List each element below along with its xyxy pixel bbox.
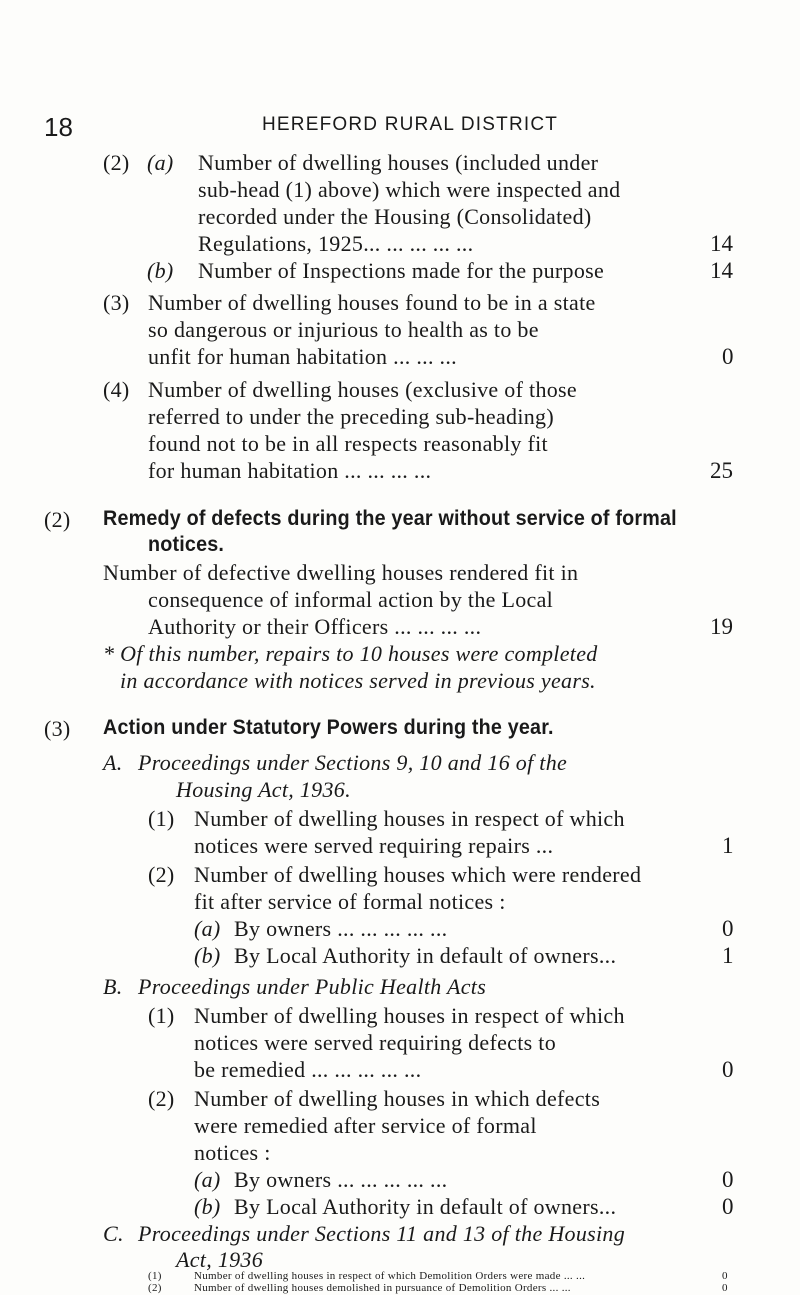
section-2-line-1: Number of defective dwelling houses rendered fit in [103, 560, 579, 585]
section-2-line-3: Authority or their Officers ... ... ... ... [148, 614, 482, 639]
subsection-c-marker: C. [103, 1221, 124, 1246]
subsection-c-title-line-2: Act, 1936 [176, 1247, 264, 1272]
item-3-value: 0 [722, 344, 734, 369]
section-3-number: (3) [44, 716, 71, 741]
running-head: HEREFORD RURAL DISTRICT [262, 114, 559, 135]
a-item-2-line-2: fit after service of formal notices : [194, 889, 506, 914]
b-item-2-number: (2) [148, 1086, 175, 1111]
subsection-b-title: Proceedings under Public Health Acts [138, 974, 487, 999]
section-2-value: 19 [710, 614, 733, 639]
a-item-2a-text: By owners ... ... ... ... ... [234, 916, 448, 941]
b-item-1-line-1: Number of dwelling houses in respect of which [194, 1003, 625, 1028]
a-item-2b-marker: (b) [194, 943, 221, 968]
b-item-2a-text: By owners ... ... ... ... ... [234, 1167, 448, 1192]
c-item-2-number: (2) [148, 1282, 162, 1294]
c-item-1-value: 0 [722, 1270, 728, 1282]
page-number: 18 [44, 112, 73, 142]
item-2a-line-4: Regulations, 1925... ... ... ... ... [198, 231, 474, 256]
b-item-2b-marker: (b) [194, 1194, 221, 1219]
item-2b-marker: (b) [147, 258, 174, 283]
item-2-number: (2) [103, 150, 130, 175]
item-3-line-1: Number of dwelling houses found to be in a state [148, 290, 596, 315]
subsection-a-title-line-2: Housing Act, 1936. [176, 777, 351, 802]
subsection-a-title-line-1: Proceedings under Sections 9, 10 and 16 of the [138, 750, 568, 775]
a-item-2a-value: 0 [722, 916, 734, 941]
a-item-2b-value: 1 [722, 943, 734, 968]
item-2b-text: Number of Inspections made for the purpose [198, 258, 605, 283]
item-2a-marker: (a) [147, 150, 174, 175]
section-2-heading-line-1: Remedy of defects during the year without service of formal [103, 507, 677, 530]
b-item-2-line-1: Number of dwelling houses in which defects [194, 1086, 601, 1111]
b-item-2a-value: 0 [722, 1167, 734, 1192]
b-item-1-line-2: notices were served requiring defects to [194, 1030, 557, 1055]
a-item-2b-text: By Local Authority in default of owners... [234, 943, 617, 968]
item-4-line-1: Number of dwelling houses (exclusive of those [148, 377, 577, 402]
a-item-2a-marker: (a) [194, 916, 221, 941]
item-2a-line-2: sub-head (1) above) which were inspected and [198, 177, 621, 202]
item-2a-line-1: Number of dwelling houses (included under [198, 150, 599, 175]
c-item-2-line-1: Number of dwelling houses demolished in pursuance of Demolition Orders ... ... [194, 1282, 571, 1294]
a-item-1-number: (1) [148, 806, 175, 831]
section-2-line-2: consequence of informal action by the Local [148, 587, 554, 612]
item-4-line-4: for human habitation ... ... ... ... [148, 458, 432, 483]
a-item-1-line-1: Number of dwelling houses in respect of which [194, 806, 625, 831]
c-item-1-number: (1) [148, 1270, 162, 1282]
b-item-1-value: 0 [722, 1057, 734, 1082]
section-3-heading: Action under Statutory Powers during the year. [103, 716, 554, 739]
a-item-2-line-1: Number of dwelling houses which were rendered [194, 862, 642, 887]
section-2-note-line-1: * Of this number, repairs to 10 houses were completed [103, 641, 598, 666]
b-item-2b-value: 0 [722, 1194, 734, 1219]
subsection-c-title-line-1: Proceedings under Sections 11 and 13 of the Housing [138, 1221, 626, 1246]
subsection-b-marker: B. [103, 974, 123, 999]
section-2-heading-line-2: notices. [148, 533, 225, 556]
section-2-note-line-2: in accordance with notices served in previous years. [120, 668, 596, 693]
item-4-line-3: found not to be in all respects reasonably fit [148, 431, 548, 456]
item-4-line-2: referred to under the preceding sub-heading) [148, 404, 554, 429]
item-3-number: (3) [103, 290, 130, 315]
item-2b-value: 14 [710, 258, 733, 283]
item-4-number: (4) [103, 377, 130, 402]
item-4-value: 25 [710, 458, 733, 483]
b-item-2b-text: By Local Authority in default of owners... [234, 1194, 617, 1219]
c-item-1-line-1: Number of dwelling houses in respect of which Demolition Orders were made ... ... [194, 1270, 586, 1282]
item-2a-line-3: recorded under the Housing (Consolidated) [198, 204, 592, 229]
b-item-1-line-3: be remedied ... ... ... ... ... [194, 1057, 422, 1082]
b-item-2-line-2: were remedied after service of formal [194, 1113, 537, 1138]
item-2a-value: 14 [710, 231, 733, 256]
b-item-2-line-3: notices : [194, 1140, 271, 1165]
item-3-line-2: so dangerous or injurious to health as to be [148, 317, 539, 342]
section-2-number: (2) [44, 507, 71, 532]
item-3-line-3: unfit for human habitation ... ... ... [148, 344, 457, 369]
c-item-2-value: 0 [722, 1282, 728, 1294]
a-item-2-number: (2) [148, 862, 175, 887]
b-item-2a-marker: (a) [194, 1167, 221, 1192]
a-item-1-line-2: notices were served requiring repairs ... [194, 833, 554, 858]
subsection-a-marker: A. [103, 750, 123, 775]
a-item-1-value: 1 [722, 833, 734, 858]
b-item-1-number: (1) [148, 1003, 175, 1028]
